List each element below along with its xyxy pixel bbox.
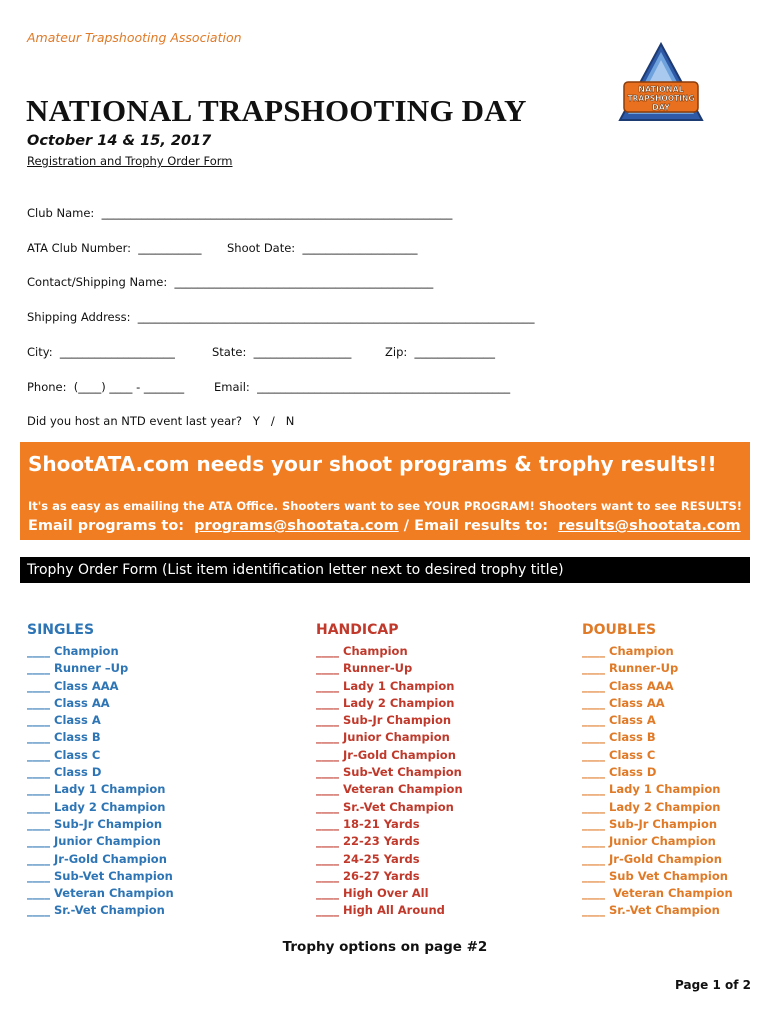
list-item[interactable]: ____ Veteran Champion bbox=[582, 886, 733, 901]
email-separator: / bbox=[398, 518, 415, 534]
trophy-options-note: Trophy options on page #2 bbox=[282, 939, 488, 955]
handicap-heading: HANDICAP bbox=[316, 622, 399, 638]
list-item[interactable]: ____ Champion bbox=[582, 644, 674, 658]
logo-text-3: DAY bbox=[652, 103, 670, 112]
programs-label: Email programs to: bbox=[28, 518, 195, 534]
logo-text-2: TRAPSHOOTING bbox=[627, 94, 695, 103]
list-item[interactable]: ____ 18-21 Yards bbox=[316, 816, 420, 831]
list-item[interactable]: ____ Sr.-Vet Champion bbox=[27, 903, 165, 918]
list-item[interactable]: ____ Jr-Gold Champion bbox=[316, 747, 456, 762]
trophy-order-bar bbox=[20, 557, 750, 583]
list-item[interactable]: ____ Class C bbox=[27, 747, 101, 762]
handicap-list bbox=[316, 643, 463, 920]
contact-name-field[interactable]: Contact/Shipping Name: _____________________________________________ bbox=[27, 275, 434, 289]
list-item[interactable]: ____ Lady 1 Champion bbox=[316, 678, 455, 693]
list-item[interactable]: ____ 24-25 Yards bbox=[316, 851, 420, 866]
banner-email-line bbox=[28, 518, 741, 534]
list-item[interactable]: ____ High All Around bbox=[316, 903, 445, 918]
list-item[interactable]: ____ Veteran Champion bbox=[27, 886, 174, 901]
singles-list bbox=[27, 643, 174, 920]
ata-club-number-field[interactable]: ATA Club Number: ___________ bbox=[27, 241, 202, 255]
email-field[interactable]: Email: ____________________________________________ bbox=[214, 380, 511, 394]
hosted-last-year-question[interactable]: Did you host an NTD event last year? Y / N bbox=[27, 414, 295, 428]
trophy-order-title: Trophy Order Form (List item identification letter next to desired trophy title) bbox=[27, 562, 564, 578]
form-subtitle: Registration and Trophy Order Form bbox=[27, 154, 233, 168]
list-item[interactable]: ____ Sub-Jr Champion bbox=[582, 816, 718, 831]
list-item[interactable]: ____ 26-27 Yards bbox=[316, 868, 420, 883]
list-item[interactable]: ____ Lady 1 Champion bbox=[27, 782, 166, 797]
page-title: NATIONAL TRAPSHOOTING DAY bbox=[26, 93, 527, 128]
list-item[interactable]: ____ Runner –Up bbox=[27, 661, 129, 676]
list-item[interactable]: ____ Sub-Jr Champion bbox=[27, 816, 163, 831]
list-item[interactable]: ____ Lady 2 Champion bbox=[316, 695, 455, 710]
list-item[interactable]: ____ Junior Champion bbox=[316, 730, 450, 745]
list-item[interactable]: ____ Veteran Champion bbox=[316, 782, 463, 797]
logo-text-1: NATIONAL bbox=[638, 85, 684, 94]
list-item[interactable]: ____ Runner-Up bbox=[582, 661, 679, 676]
banner-headline: ShootATA.com needs your shoot programs & trophy results!! bbox=[28, 452, 717, 476]
list-item[interactable]: ____ Sub-Jr Champion bbox=[316, 713, 452, 728]
singles-heading: SINGLES bbox=[27, 622, 95, 638]
list-item[interactable]: ____ Class A bbox=[582, 713, 656, 728]
list-item[interactable]: ____ Class D bbox=[27, 765, 102, 780]
club-name-field[interactable]: Club Name: _____________________________________________________________ bbox=[27, 206, 453, 220]
list-item[interactable]: ____ Champion bbox=[27, 644, 119, 658]
list-item[interactable]: ____ Class C bbox=[582, 747, 656, 762]
list-item[interactable]: ____ Class AAA bbox=[27, 678, 119, 693]
list-item[interactable]: ____ Champion bbox=[316, 644, 408, 658]
state-field[interactable]: State: _________________ bbox=[212, 345, 352, 359]
list-item[interactable]: ____ Class AAA bbox=[582, 678, 674, 693]
shipping-address-field[interactable]: Shipping Address: _____________________________________________________________________ bbox=[27, 310, 535, 324]
organization-name: Amateur Trapshooting Association bbox=[27, 30, 242, 45]
list-item[interactable]: ____ Sub-Vet Champion bbox=[27, 868, 173, 883]
list-item[interactable]: ____ Sr.-Vet Champion bbox=[582, 903, 720, 918]
list-item[interactable]: ____ Junior Champion bbox=[27, 834, 161, 849]
list-item[interactable]: ____ Junior Champion bbox=[582, 834, 716, 849]
list-item[interactable]: ____ Runner-Up bbox=[316, 661, 413, 676]
list-item[interactable]: ____ Class AA bbox=[582, 695, 665, 710]
list-item[interactable]: ____ 22-23 Yards bbox=[316, 834, 420, 849]
list-item[interactable]: ____ Lady 1 Champion bbox=[582, 782, 721, 797]
results-email-link[interactable]: results@shootata.com bbox=[558, 518, 741, 534]
list-item[interactable]: ____ Lady 2 Champion bbox=[582, 799, 721, 814]
zip-field[interactable]: Zip: ______________ bbox=[385, 345, 496, 359]
list-item[interactable]: ____ Sub-Vet Champion bbox=[316, 765, 462, 780]
event-date: October 14 & 15, 2017 bbox=[27, 133, 212, 149]
doubles-heading: DOUBLES bbox=[582, 622, 657, 638]
list-item[interactable]: ____ Class B bbox=[27, 730, 101, 745]
list-item[interactable]: ____ Jr-Gold Champion bbox=[582, 851, 722, 866]
list-item[interactable]: ____ Class AA bbox=[27, 695, 110, 710]
list-item[interactable]: ____ Sr.-Vet Champion bbox=[316, 799, 454, 814]
shootata-banner bbox=[20, 442, 750, 540]
results-label: Email results to: bbox=[414, 518, 559, 534]
list-item[interactable]: ____ Sub Vet Champion bbox=[582, 868, 728, 883]
list-item[interactable]: ____ Class B bbox=[582, 730, 656, 745]
ntd-logo bbox=[618, 42, 704, 128]
list-item[interactable]: ____ Jr-Gold Champion bbox=[27, 851, 167, 866]
doubles-list bbox=[582, 643, 733, 920]
banner-line: It's as easy as emailing the ATA Office. Shooters want to see YOUR PROGRAM! Shooters want to see RESULTS! bbox=[28, 499, 742, 513]
shoot-date-field[interactable]: Shoot Date: ____________________ bbox=[227, 241, 418, 255]
list-item[interactable]: ____ Class A bbox=[27, 713, 101, 728]
city-field[interactable]: City: ____________________ bbox=[27, 345, 175, 359]
programs-email-link[interactable]: programs@shootata.com bbox=[194, 518, 399, 534]
list-item[interactable]: ____ Lady 2 Champion bbox=[27, 799, 166, 814]
page-number: Page 1 of 2 bbox=[675, 978, 751, 992]
list-item[interactable]: ____ Class D bbox=[582, 765, 657, 780]
list-item[interactable]: ____ High Over All bbox=[316, 886, 429, 901]
phone-field[interactable]: Phone: (____) ____ - _______ bbox=[27, 380, 185, 394]
